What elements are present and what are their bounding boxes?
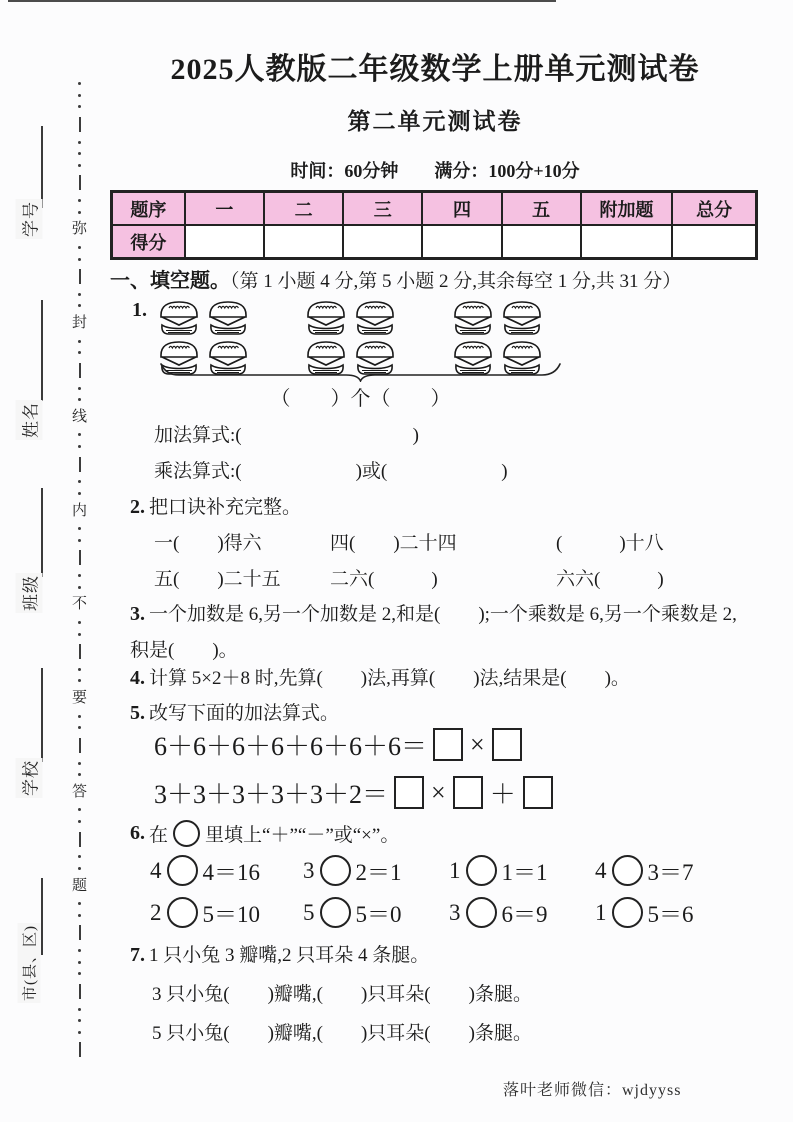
operand-left: 3 <box>303 857 315 883</box>
operand-right-result: 1＝1 <box>501 860 548 885</box>
score-input-cell <box>343 225 422 258</box>
question-text: 1 只小兔 3 瓣嘴,2 只耳朵 4 条腿。 <box>149 945 430 966</box>
seal-dash <box>79 832 81 847</box>
operand-right-result: 5＝0 <box>355 902 402 927</box>
score-row-label: 得分 <box>112 225 185 258</box>
score-table-header-cell: 总分 <box>672 192 756 225</box>
operator-circle-example <box>173 820 200 847</box>
question-7-blank-line-1: 3 只小兔( )瓣嘴,( )只耳朵( )条腿。 <box>152 984 532 1005</box>
answer-box <box>453 776 483 809</box>
score-table <box>110 190 758 260</box>
seal-dot <box>78 668 81 671</box>
question-text: 把口诀补充完整。 <box>149 497 302 518</box>
score-table-header-cell: 一 <box>185 192 264 225</box>
seal-dot <box>78 293 81 296</box>
name-blank-line <box>41 300 43 401</box>
seal-dash <box>79 984 81 999</box>
seal-dot <box>78 398 81 401</box>
operator-circle-blank <box>320 897 351 928</box>
score-table-header-cell: 四 <box>422 192 501 225</box>
seal-dot <box>78 820 81 823</box>
seal-dot <box>78 808 81 811</box>
operand-right-result: 5＝10 <box>202 902 260 927</box>
hamburger-icon <box>451 299 495 337</box>
class-label: 班级 <box>16 573 43 613</box>
seal-dot <box>78 94 81 97</box>
seal-dot <box>78 972 81 975</box>
score-table-header-cell: 三 <box>343 192 422 225</box>
operator-circle-blank <box>320 855 351 886</box>
question-number: 7. <box>130 944 145 966</box>
seal-dot <box>78 726 81 729</box>
operand-right-result: 2＝1 <box>355 860 402 885</box>
section-note: （第 1 小题 4 分,第 5 小题 2 分,其余每空 1 分,共 31 分） <box>230 271 682 292</box>
seal-dot <box>78 387 81 390</box>
rewrite-equation-2 <box>154 774 559 811</box>
seal-dash <box>79 457 81 472</box>
seal-dash <box>79 644 81 659</box>
seal-text-char: 答 <box>71 783 87 800</box>
seal-dash <box>79 925 81 940</box>
operand-right-result: 4＝16 <box>202 860 260 885</box>
answer-box <box>492 728 522 761</box>
seal-dot <box>78 773 81 776</box>
mnemonic-blank: 六六( ) <box>556 569 664 590</box>
seal-text-char: 弥 <box>71 221 87 238</box>
operand-right-result: 5＝6 <box>647 902 694 927</box>
mnemonic-blank: 一( )得六 <box>154 533 262 554</box>
brace-under-burgers <box>158 362 563 382</box>
seal-dot <box>78 492 81 495</box>
answer-box <box>523 776 553 809</box>
seal-text-char: 要 <box>71 690 87 706</box>
question-number: 4. <box>130 667 145 689</box>
time-score-meta: 时间：60分钟 满分：100分+10分 <box>290 161 580 181</box>
operand-left: 1 <box>449 857 461 883</box>
seal-dot <box>78 433 81 436</box>
seal-dot <box>78 105 81 108</box>
fill-operator-item <box>595 896 694 929</box>
fill-operator-item <box>595 854 694 887</box>
question-7-blank-line-2: 5 只小兔( )瓣嘴,( )只耳朵( )条腿。 <box>152 1023 532 1044</box>
seal-dot <box>78 351 81 354</box>
equation-text: 3＋3＋3＋3＋3＋2＝ <box>154 780 389 809</box>
seal-dot <box>78 867 81 870</box>
student-number-label: 学号 <box>16 199 43 239</box>
seal-dot <box>78 1031 81 1034</box>
seal-dash <box>79 175 81 190</box>
fill-operator-item <box>150 854 303 887</box>
rewrite-equation-1 <box>154 726 528 763</box>
seal-dash <box>79 363 81 378</box>
mnemonic-blank: 四( )二十四 <box>330 533 457 554</box>
score-table-header-cell: 二 <box>264 192 343 225</box>
operand-right-result: 3＝7 <box>647 860 694 885</box>
seal-text-char: 题 <box>71 877 87 894</box>
seal-dot <box>78 340 81 343</box>
seal-text-char: 封 <box>71 315 87 331</box>
seal-dash <box>79 269 81 284</box>
seal-dot <box>78 199 81 202</box>
mnemonic-blank: ( )十八 <box>556 533 664 554</box>
operator-text: × <box>470 729 485 759</box>
answer-box <box>394 776 424 809</box>
paper-title: 2025人教版二年级数学上册单元测试卷 <box>170 53 700 86</box>
seal-dot <box>78 258 81 261</box>
seal-dot <box>78 949 81 952</box>
mnemonic-blank: 五( )二十五 <box>154 569 281 590</box>
question-text-pre: 在 <box>149 825 169 846</box>
operator-fill-row-1 <box>150 854 694 887</box>
fill-operator-item <box>303 854 449 887</box>
seal-dot <box>78 715 81 718</box>
score-input-cell <box>581 225 672 258</box>
mnemonic-row-1 <box>154 528 664 555</box>
operand-left: 2 <box>150 899 162 925</box>
operand-left: 4 <box>150 857 162 883</box>
seal-dot <box>78 82 81 85</box>
answer-box <box>433 728 463 761</box>
score-input-cell <box>264 225 343 258</box>
seal-dot <box>78 304 81 307</box>
seal-dash <box>79 550 81 565</box>
seal-dot <box>78 164 81 167</box>
operator-fill-row-2 <box>150 896 694 929</box>
question-3 <box>130 596 746 669</box>
brace-blank-label: （ ）个（ ） <box>270 388 451 410</box>
mnemonic-blank: 二六( ) <box>330 569 438 590</box>
seal-dot <box>78 586 81 589</box>
score-input-cell <box>185 225 264 258</box>
seal-dot <box>78 855 81 858</box>
question-text: 改写下面的加法算式。 <box>149 703 340 724</box>
seal-dot <box>78 539 81 542</box>
paper-main-column <box>108 0 762 1122</box>
operand-left: 3 <box>449 899 461 925</box>
question-number: 5. <box>130 702 145 724</box>
seal-dot <box>78 152 81 155</box>
seal-dash <box>79 1042 81 1057</box>
seal-dot <box>78 1019 81 1022</box>
seal-text-char: 内 <box>71 502 87 519</box>
operator-circle-blank <box>167 855 198 886</box>
seal-dot <box>78 902 81 905</box>
teacher-wechat-watermark: 落叶老师微信：wjdyyss <box>503 1082 682 1099</box>
question-6 <box>130 820 399 847</box>
hamburger-icon <box>500 299 544 337</box>
operand-left: 4 <box>595 857 607 883</box>
seal-text-char: 线 <box>71 408 87 425</box>
question-number: 1. <box>132 299 147 321</box>
school-label: 学校 <box>16 758 43 798</box>
district-label: 市(县、区) <box>18 923 41 1003</box>
operand-left: 1 <box>595 899 607 925</box>
fill-operator-item <box>449 854 595 887</box>
class-blank-line <box>41 488 43 577</box>
fill-operator-item <box>150 896 303 929</box>
name-label: 姓名 <box>16 400 43 440</box>
question-4 <box>130 660 746 697</box>
question-number: 6. <box>130 822 145 844</box>
score-input-cell <box>502 225 581 258</box>
question-number: 2. <box>130 496 145 518</box>
question-text: 计算 5×2＋8 时,先算( )法,再算( )法,结果是( )。 <box>149 668 630 689</box>
section-heading <box>110 264 681 293</box>
seal-dot <box>78 445 81 448</box>
addition-equation-blank: 加法算式:( ) <box>154 425 419 446</box>
operator-text: × <box>431 777 446 807</box>
operand-left: 5 <box>303 899 315 925</box>
seal-dash <box>79 738 81 753</box>
seal-dot <box>78 527 81 530</box>
student-number-blank-line <box>41 126 43 208</box>
section-title: 一、填空题。 <box>110 270 230 292</box>
score-input-cell <box>422 225 501 258</box>
score-table-header-cell: 题序 <box>112 192 185 225</box>
question-7 <box>130 940 429 967</box>
seal-dot <box>78 1008 81 1011</box>
seal-dot <box>78 141 81 144</box>
operator-circle-blank <box>466 855 497 886</box>
operand-right-result: 6＝9 <box>501 902 548 927</box>
score-table-header-cell: 五 <box>502 192 581 225</box>
seal-dot <box>78 961 81 964</box>
operator-circle-blank <box>612 855 643 886</box>
seal-text-char: 不 <box>71 596 87 613</box>
question-text-post: 里填上“＋”“－”或“×”。 <box>205 825 400 846</box>
fill-operator-item <box>303 896 449 929</box>
seal-dot <box>78 574 81 577</box>
seal-dot <box>78 762 81 765</box>
operator-text: ＋ <box>489 780 516 809</box>
hamburger-icon <box>206 299 250 337</box>
question-text: 一个加数是 6,另一个加数是 2,和是( );一个乘数是 6,另一个乘数是 2,积是( )。 <box>130 604 737 661</box>
seal-line <box>71 82 88 1058</box>
hamburger-icon <box>353 299 397 337</box>
score-table-header-cell: 附加题 <box>581 192 672 225</box>
mnemonic-row-2 <box>154 564 664 591</box>
question-5 <box>130 698 339 725</box>
fill-operator-item <box>449 896 595 929</box>
seal-dot <box>78 914 81 917</box>
seal-dot <box>78 621 81 624</box>
equation-text: 6＋6＋6＋6＋6＋6＋6＝ <box>154 732 428 761</box>
unit-subtitle: 第二单元测试卷 <box>347 109 523 134</box>
seal-dot <box>78 633 81 636</box>
operator-circle-blank <box>466 897 497 928</box>
hamburger-icon <box>304 299 348 337</box>
question-2 <box>130 492 301 519</box>
seal-dot <box>78 679 81 682</box>
multiplication-equation-blank: 乘法算式:( )或( ) <box>154 461 508 482</box>
seal-dash <box>79 117 81 132</box>
hamburger-icon <box>157 299 201 337</box>
district-blank-line <box>41 878 43 955</box>
operator-circle-blank <box>167 897 198 928</box>
question-number: 3. <box>130 603 145 625</box>
seal-dot <box>78 246 81 249</box>
school-blank-line <box>41 668 43 762</box>
score-input-cell <box>672 225 756 258</box>
seal-dot <box>78 211 81 214</box>
operator-circle-blank <box>612 897 643 928</box>
seal-dot <box>78 480 81 483</box>
